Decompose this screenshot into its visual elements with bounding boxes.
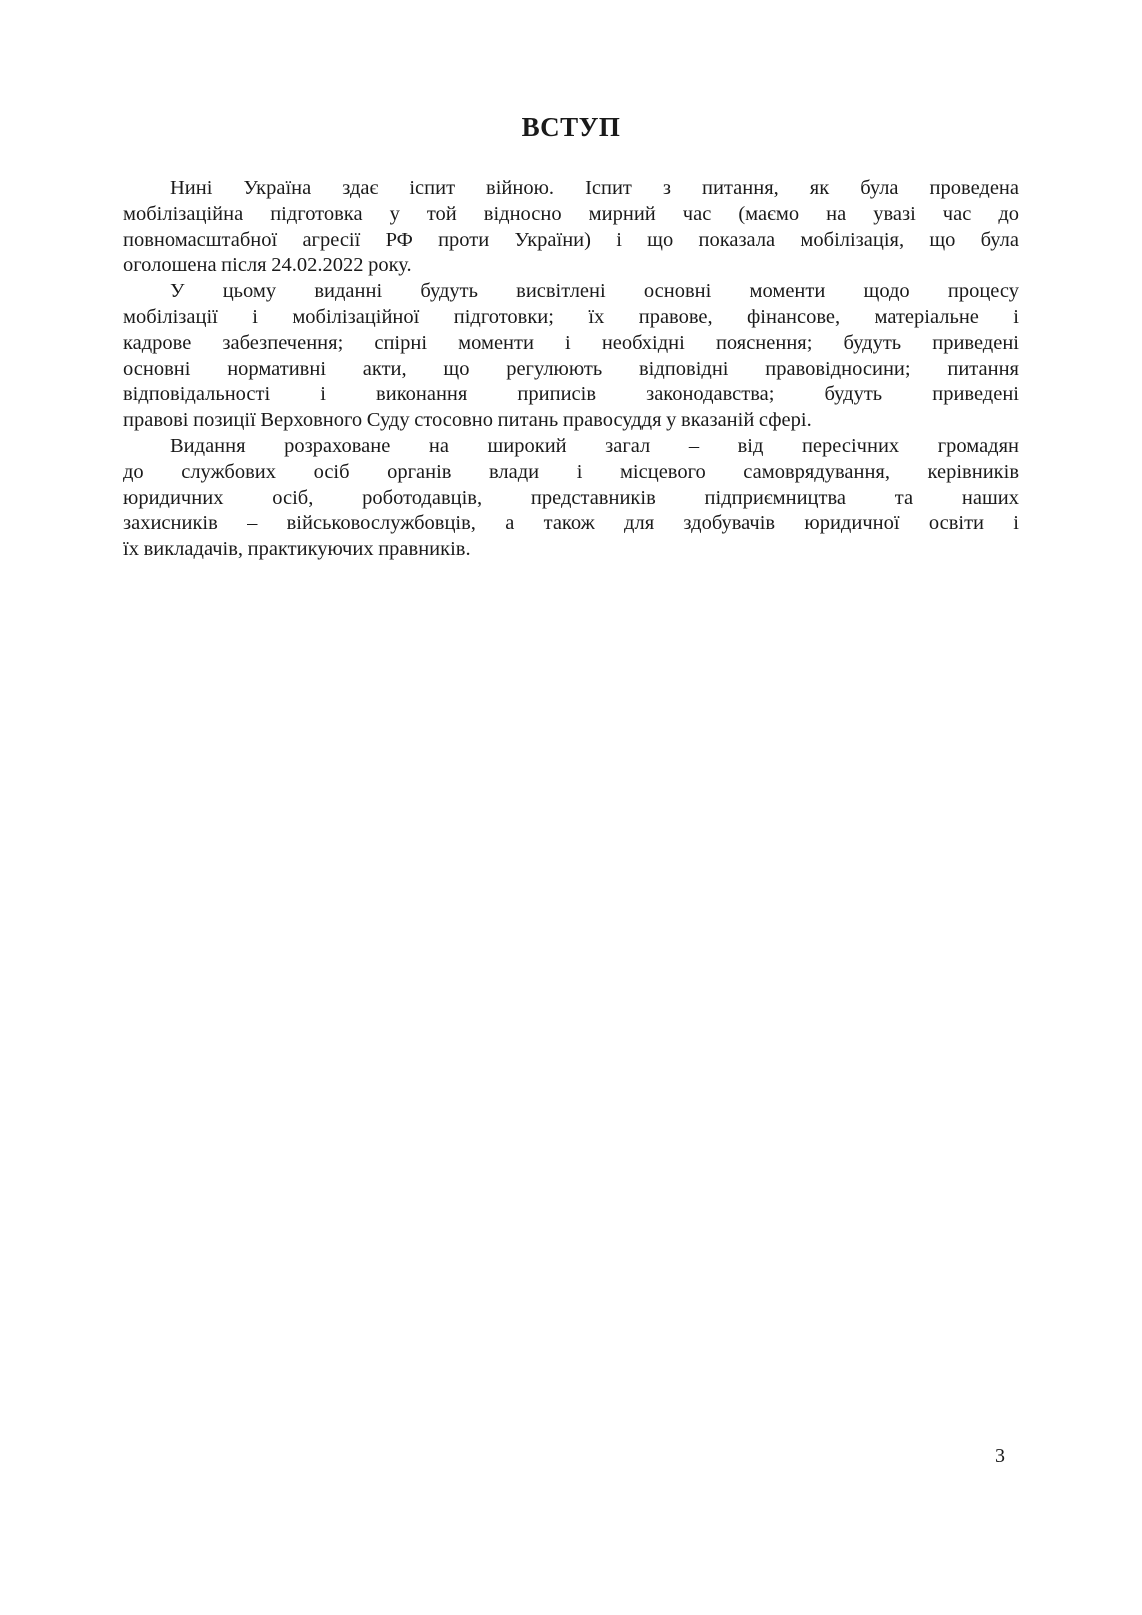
- text-line: мобілізаційна підготовка у той відносно мирний час (маємо на увазі час до: [123, 202, 1019, 225]
- text-line: правові позиції Верховного Суду стосовно питань правосуддя у вказаній сфері.: [123, 409, 812, 432]
- body-text: [123, 176, 1019, 563]
- text-line: їх викладачів, практикуючих правників.: [123, 538, 471, 561]
- text-line: У цьому виданні будуть висвітлені основні моменти щодо процесу: [170, 280, 1019, 303]
- text-line: кадрове забезпечення; спірні моменти і необхідні пояснення; будуть приведені: [123, 331, 1019, 354]
- text-line: Видання розраховане на широкий загал – від пересічних громадян: [170, 434, 1019, 457]
- text-line: мобілізації і мобілізаційної підготовки; їх правове, фінансове, матеріальне і: [123, 305, 1019, 328]
- page-number: 3: [995, 1445, 1005, 1467]
- text-line: повномасштабної агресії РФ проти України) і що показала мобілізація, що була: [123, 228, 1019, 251]
- text-line: оголошена після 24.02.2022 року.: [123, 254, 412, 277]
- text-line: основні нормативні акти, що регулюють відповідні правовідносини; питання: [123, 357, 1019, 380]
- text-line: до службових осіб органів влади і місцевого самоврядування, керівників: [123, 460, 1019, 483]
- paragraph-2: [123, 279, 1019, 434]
- paragraph-3: [123, 434, 1019, 563]
- text-line: захисників – військовослужбовців, а також для здобувачів юридичної освіти і: [123, 512, 1019, 535]
- section-title: ВСТУП: [521, 112, 621, 142]
- text-line: юридичних осіб, роботодавців, представників підприємництва та наших: [123, 486, 1019, 509]
- paragraph-1: [123, 176, 1019, 279]
- text-line: Нині Україна здає іспит війною. Іспит з питання, як була проведена: [170, 177, 1019, 199]
- text-line: відповідальності і виконання приписів законодавства; будуть приведені: [123, 383, 1019, 406]
